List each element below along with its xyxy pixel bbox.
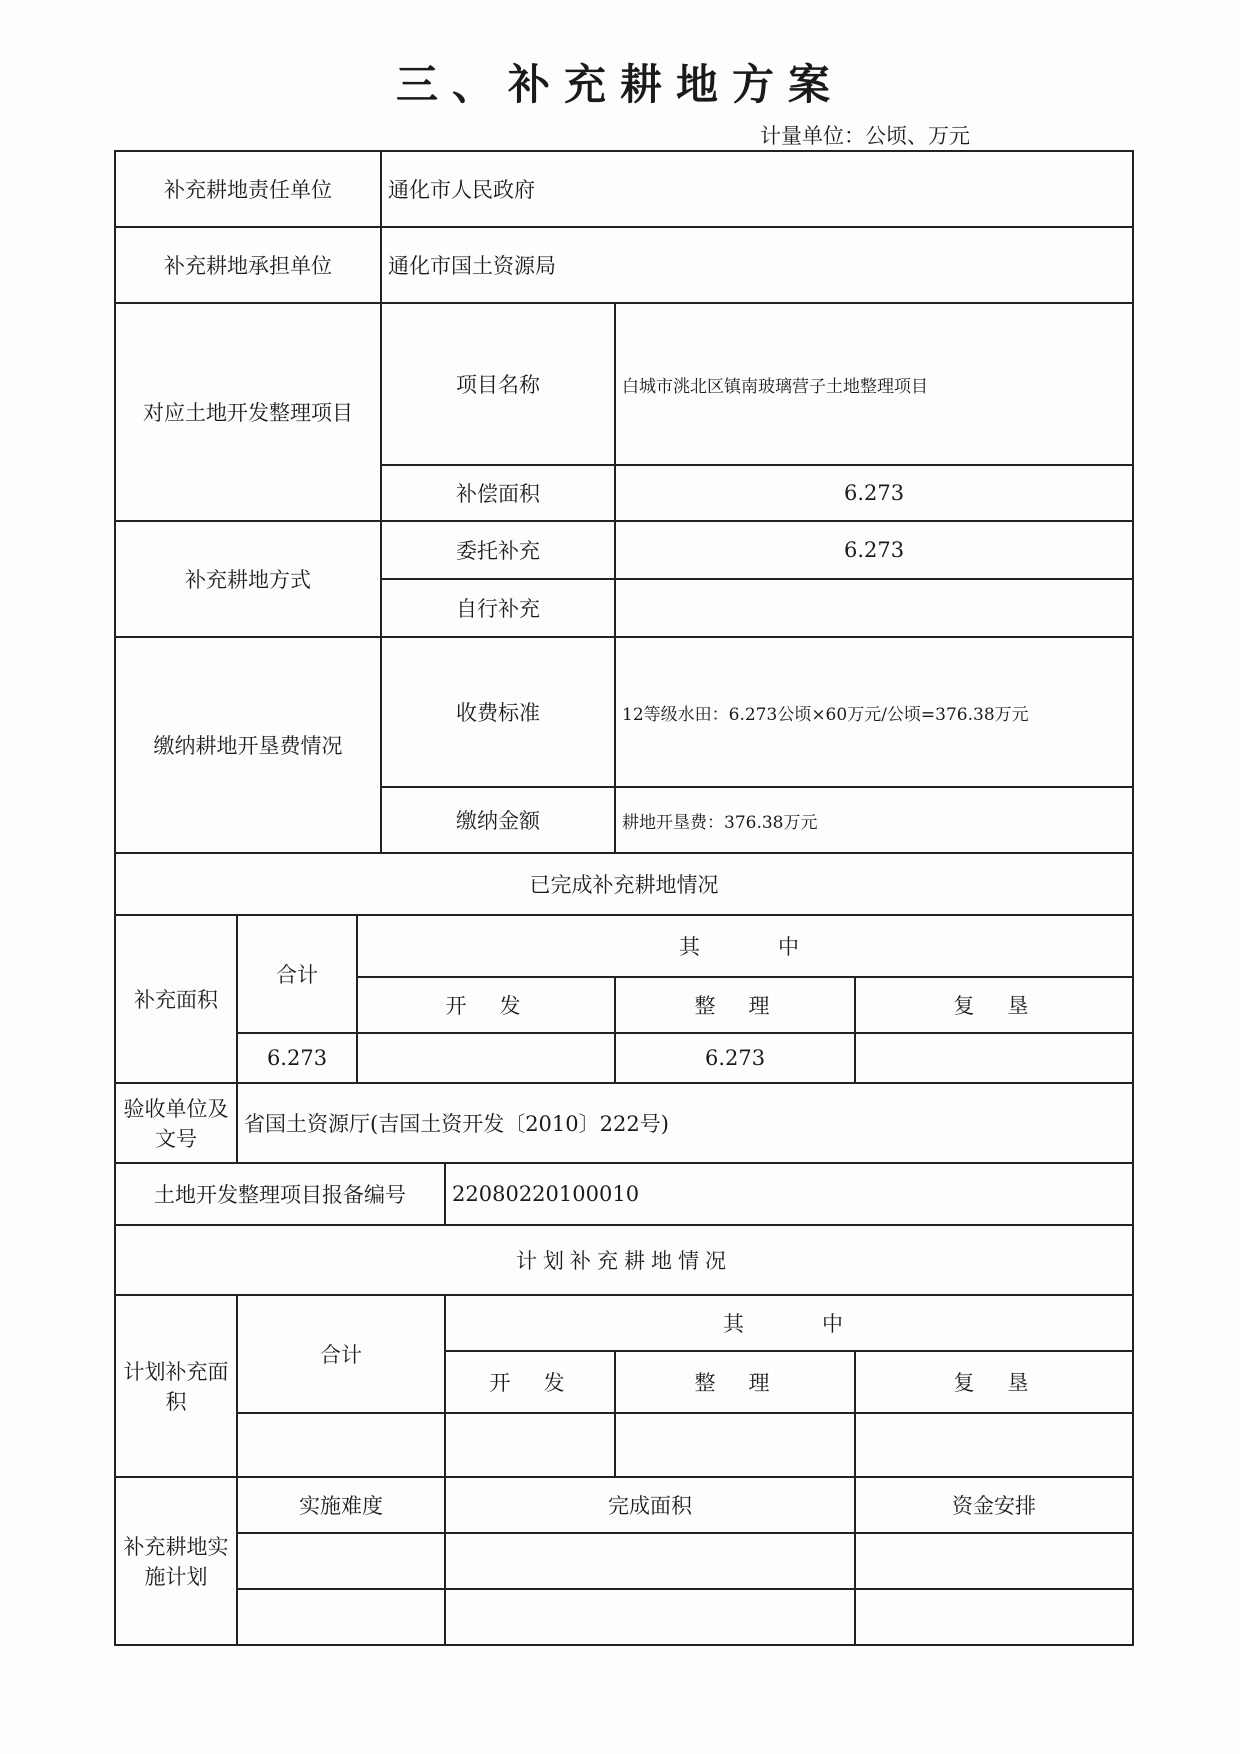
fee-amount-value: 耕地开垦费：376.38万元 bbox=[615, 787, 1133, 853]
plan-difficulty-cell bbox=[237, 1589, 445, 1645]
planned-total-value bbox=[237, 1413, 445, 1477]
measure-unit: 计量单位：公顷、万元 bbox=[760, 124, 970, 148]
self-supplement-label: 自行补充 bbox=[381, 579, 615, 637]
entrust-label: 委托补充 bbox=[381, 521, 615, 579]
compensation-area-value: 6.273 bbox=[615, 465, 1133, 521]
compensation-area-label: 补偿面积 bbox=[381, 465, 615, 521]
completed-reclaim-value bbox=[855, 1033, 1133, 1083]
project-name-value: 白城市洮北区镇南玻璃营子土地整理项目 bbox=[615, 303, 1133, 465]
planned-reclaim-label: 复 垦 bbox=[855, 1351, 1133, 1413]
fee-standard-value: 12等级水田：6.273公顷×60万元/公顷=376.38万元 bbox=[615, 637, 1133, 787]
completed-develop-label: 开 发 bbox=[357, 977, 615, 1033]
implementation-plan-label: 补充耕地实施计划 bbox=[115, 1477, 237, 1645]
acceptance-value: 省国土资源厅(吉国土资开发〔2010〕222号) bbox=[237, 1083, 1133, 1163]
record-number-value: 22080220100010 bbox=[445, 1163, 1133, 1225]
project-label: 对应土地开发整理项目 bbox=[115, 303, 381, 521]
responsible-label: 补充耕地责任单位 bbox=[115, 151, 381, 227]
project-name-label: 项目名称 bbox=[381, 303, 615, 465]
completed-among-label: 其 中 bbox=[357, 915, 1133, 977]
completed-develop-value bbox=[357, 1033, 615, 1083]
funding-label: 资金安排 bbox=[855, 1477, 1133, 1533]
completed-total-value: 6.273 bbox=[237, 1033, 357, 1083]
done-area-label: 完成面积 bbox=[445, 1477, 855, 1533]
land-supplement-form bbox=[114, 150, 1134, 1646]
completed-area-label: 补充面积 bbox=[115, 915, 237, 1083]
plan-area-cell bbox=[445, 1589, 855, 1645]
completed-arrange-label: 整 理 bbox=[615, 977, 855, 1033]
plan-area-cell bbox=[445, 1533, 855, 1589]
entrust-value: 6.273 bbox=[615, 521, 1133, 579]
planned-arrange-value bbox=[615, 1413, 855, 1477]
completed-total-label: 合计 bbox=[237, 915, 357, 1033]
planned-among-label: 其 中 bbox=[445, 1295, 1133, 1351]
completed-arrange-value: 6.273 bbox=[615, 1033, 855, 1083]
plan-difficulty-cell bbox=[237, 1533, 445, 1589]
difficulty-label: 实施难度 bbox=[237, 1477, 445, 1533]
completed-reclaim-label: 复 垦 bbox=[855, 977, 1133, 1033]
fee-label: 缴纳耕地开垦费情况 bbox=[115, 637, 381, 853]
planned-header: 计划补充耕地情况 bbox=[115, 1225, 1133, 1295]
method-label: 补充耕地方式 bbox=[115, 521, 381, 637]
planned-reclaim-value bbox=[855, 1413, 1133, 1477]
planned-develop-label: 开 发 bbox=[445, 1351, 615, 1413]
planned-develop-value bbox=[445, 1413, 615, 1477]
planned-arrange-label: 整 理 bbox=[615, 1351, 855, 1413]
fee-amount-label: 缴纳金额 bbox=[381, 787, 615, 853]
planned-total-label: 合计 bbox=[237, 1295, 445, 1413]
completed-header: 已完成补充耕地情况 bbox=[115, 853, 1133, 915]
fee-standard-label: 收费标准 bbox=[381, 637, 615, 787]
self-supplement-value bbox=[615, 579, 1133, 637]
acceptance-label: 验收单位及文号 bbox=[115, 1083, 237, 1163]
undertaking-value: 通化市国土资源局 bbox=[381, 227, 1133, 303]
plan-funding-cell bbox=[855, 1589, 1133, 1645]
planned-area-label: 计划补充面积 bbox=[115, 1295, 237, 1477]
page-title: 三、补充耕地方案 bbox=[395, 60, 844, 109]
record-number-label: 土地开发整理项目报备编号 bbox=[115, 1163, 445, 1225]
undertaking-label: 补充耕地承担单位 bbox=[115, 227, 381, 303]
responsible-value: 通化市人民政府 bbox=[381, 151, 1133, 227]
plan-funding-cell bbox=[855, 1533, 1133, 1589]
